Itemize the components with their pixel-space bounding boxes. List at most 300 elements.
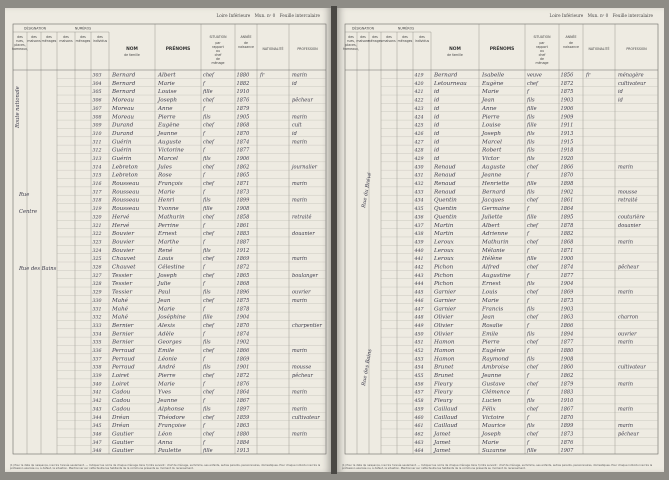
situation-cell: chef <box>527 314 538 321</box>
register-row <box>93 189 250 195</box>
firstname-cell: Mathurin <box>158 214 185 221</box>
situation-cell: fille <box>203 206 213 213</box>
header-designation-sub: ménages <box>41 39 57 43</box>
street-margin-note: Centre <box>19 209 38 215</box>
individual-number: 441 <box>414 257 424 263</box>
birth-year-cell: 1874 <box>560 264 574 271</box>
individual-number: 333 <box>92 323 102 329</box>
individual-number: 436 <box>414 215 424 221</box>
birth-year-cell: 1868 <box>560 239 574 246</box>
firstname-cell: Léonie <box>158 356 178 363</box>
firstname-cell: Jacques <box>482 197 505 204</box>
surname-cell: id <box>434 105 440 112</box>
birth-year-cell: 1887 <box>236 239 250 246</box>
header-situation-sub: au <box>216 49 220 53</box>
surname-cell: Bouvier <box>112 239 135 246</box>
individual-number: 449 <box>414 323 424 329</box>
profession-cell: pêcheur <box>292 373 313 380</box>
situation-cell: fils <box>203 114 211 121</box>
surname-cell: Caillaud <box>434 423 458 430</box>
firstname-cell: Georges <box>158 339 182 346</box>
register-row <box>414 139 574 145</box>
firstname-cell: Ernest <box>482 281 501 288</box>
register-row <box>93 448 250 454</box>
situation-cell: f <box>203 381 205 388</box>
individual-number: 452 <box>414 348 424 354</box>
register-row <box>93 239 251 245</box>
register-row <box>93 131 298 137</box>
firstname-cell: Auguste <box>158 139 182 146</box>
birth-year-cell: 1871 <box>236 181 250 188</box>
header-designation-sub: places, <box>14 43 26 47</box>
individual-number: 451 <box>414 340 424 346</box>
situation-cell: f <box>203 331 205 338</box>
birth-year-cell: 1877 <box>560 339 574 346</box>
firstname-cell: Robert <box>482 147 502 154</box>
header-situation-sub: rapport <box>212 45 224 49</box>
individual-number: 423 <box>414 106 424 112</box>
individual-number: 312 <box>92 148 102 154</box>
individual-number: 422 <box>414 98 424 104</box>
individual-number: 429 <box>414 156 424 162</box>
register-row <box>93 97 314 104</box>
individual-number: 444 <box>414 282 424 288</box>
individual-number: 447 <box>414 307 424 313</box>
situation-cell: f <box>527 272 529 279</box>
situation-cell: chef <box>527 381 538 388</box>
surname-cell: Bouvier <box>112 231 135 238</box>
surname-cell: id <box>434 122 440 129</box>
register-row <box>93 355 251 362</box>
register-row <box>414 398 575 404</box>
birth-year-cell: 1868 <box>236 122 250 129</box>
running-head-dept: Loire Inférieure <box>549 13 584 18</box>
header-annee-sub: de <box>569 41 573 45</box>
birth-year-cell: 1871 <box>560 247 574 254</box>
register-row <box>414 440 575 446</box>
profession-cell: pêcheur <box>618 264 639 271</box>
firstname-cell: Marcel <box>158 155 178 162</box>
surname-cell: Pichon <box>434 272 454 279</box>
header-annee-sub: naissance <box>238 45 254 49</box>
profession-cell: marin <box>292 72 308 79</box>
register-row <box>93 281 251 287</box>
firstname-cell: Alfred <box>482 264 500 271</box>
individual-number: 442 <box>414 265 424 271</box>
header-situation-sub: par <box>539 41 545 45</box>
situation-cell: f <box>203 189 205 196</box>
situation-cell: fils <box>203 247 211 254</box>
profession-cell: mousse <box>292 364 312 371</box>
birth-year-cell: 1910 <box>236 89 250 96</box>
register-row <box>93 181 308 187</box>
surname-cell: Hervé <box>112 222 130 229</box>
situation-cell: chef <box>527 222 538 229</box>
situation-cell: f <box>203 130 205 137</box>
firstname-cell: Rosalie <box>482 322 503 329</box>
register-row <box>414 373 574 379</box>
header-situation-sub: au <box>540 49 544 53</box>
birth-year-cell: 1869 <box>236 256 250 263</box>
header-designation-sub: des <box>372 35 378 39</box>
birth-year-cell: 1864 <box>236 389 250 396</box>
surname-cell: Durand <box>112 130 134 137</box>
surname-cell: Guérin <box>112 147 132 154</box>
firstname-cell: Eugénie <box>482 347 506 354</box>
register-row <box>93 305 251 312</box>
surname-cell: Durand <box>112 122 134 129</box>
surname-cell: Cadou <box>112 389 131 396</box>
header-profession: PROFESSION <box>297 47 318 51</box>
street-margin-note: Rue des Bains <box>361 348 374 387</box>
running-head-dept: Loire Inférieure <box>216 13 251 18</box>
surname-cell: Hamon <box>434 347 455 354</box>
situation-cell: f <box>203 264 205 271</box>
header-numeros-sub: individus <box>414 39 430 43</box>
birth-year-cell: 1862 <box>560 373 574 380</box>
situation-cell: f <box>527 389 529 396</box>
register-row <box>93 297 308 304</box>
birth-year-cell: 1873 <box>560 297 574 304</box>
situation-cell: chef <box>203 256 214 263</box>
birth-year-cell: 1897 <box>236 406 250 413</box>
firstname-cell: Emile <box>482 331 499 338</box>
surname-cell: Hervé <box>112 214 130 221</box>
register-row <box>93 264 250 271</box>
firstname-cell: Marie <box>158 381 175 388</box>
birth-year-cell: 1894 <box>560 331 574 338</box>
register-row <box>93 348 308 354</box>
situation-cell: chef <box>203 122 214 129</box>
individual-number: 303 <box>92 73 102 79</box>
surname-cell: Renaud <box>434 189 456 196</box>
street-margin-note: Route nationale <box>15 86 21 128</box>
birth-year-cell: 1880 <box>236 72 250 79</box>
birth-year-cell: 1874 <box>236 139 250 146</box>
firstname-cell: Jeanne <box>482 172 502 179</box>
individual-number: 338 <box>92 365 102 371</box>
birth-year-cell: 1880 <box>236 431 250 438</box>
individual-number: 336 <box>92 348 102 354</box>
firstname-cell: Pierre <box>158 373 176 380</box>
individual-number: 443 <box>414 273 424 279</box>
firstname-cell: Germaine <box>482 206 510 213</box>
surname-cell: Tessier <box>112 289 133 296</box>
birth-year-cell: 1911 <box>560 122 574 129</box>
profession-cell: boulanger <box>292 272 318 279</box>
header-designation-sub: maisons <box>27 39 41 43</box>
firstname-cell: Louis <box>482 289 498 296</box>
individual-number: 448 <box>414 315 424 321</box>
surname-cell: id <box>434 89 440 96</box>
register-row <box>93 290 312 296</box>
situation-cell: fille <box>203 89 213 96</box>
surname-cell: Garnier <box>434 289 456 296</box>
profession-cell: ouvrier <box>618 331 637 338</box>
firstname-cell: Auguste <box>482 164 506 171</box>
surname-cell: Pichon <box>434 264 454 271</box>
individual-number: 315 <box>92 173 102 179</box>
surname-cell: Bernard <box>112 80 136 87</box>
surname-cell: Gautier <box>112 439 134 446</box>
surname-cell: Bernier <box>112 331 134 338</box>
birth-year-cell: 1867 <box>236 398 250 405</box>
register-row <box>414 331 638 337</box>
individual-number: 343 <box>92 407 102 413</box>
situation-cell: f <box>203 147 205 154</box>
register-row <box>93 430 308 437</box>
surname-cell: Dréan <box>112 423 130 430</box>
situation-cell: fils <box>203 155 211 162</box>
surname-cell: Caillaud <box>434 414 458 421</box>
birth-year-cell: 1920 <box>560 155 574 162</box>
birth-year-cell: 1865 <box>236 272 250 279</box>
profession-cell: cultivateur <box>618 364 646 371</box>
street-margin-note: Rue <box>19 192 30 198</box>
header-numeros-sub: des <box>402 35 408 39</box>
surname-cell: Bernard <box>434 72 458 79</box>
situation-cell: f <box>527 322 529 329</box>
firstname-cell: Victoire <box>482 414 505 421</box>
register-row <box>414 340 634 346</box>
header-situation-sub: chef <box>214 53 222 57</box>
surname-cell: Leroux <box>434 239 454 246</box>
situation-cell: fille <box>527 105 537 112</box>
situation-cell: f <box>527 414 529 421</box>
individual-number: 331 <box>92 307 102 313</box>
surname-cell: Chauvet <box>112 264 136 271</box>
header-nom: NOM <box>449 47 461 52</box>
firstname-cell: Victor <box>482 155 500 162</box>
register-row <box>414 347 575 354</box>
firstname-cell: Marie <box>158 80 175 87</box>
surname-cell: Hamon <box>434 356 455 363</box>
surname-cell: Loiret <box>112 381 130 388</box>
surname-cell: Bernard <box>112 72 136 79</box>
birth-year-cell: 1864 <box>560 206 574 213</box>
surname-cell: Renaud <box>434 164 456 171</box>
birth-year-cell: 1866 <box>560 164 574 171</box>
register-row <box>93 406 308 412</box>
birth-year-cell: 1867 <box>560 406 574 413</box>
firstname-cell: Suzanne <box>482 448 507 455</box>
birth-year-cell: 1866 <box>560 322 574 329</box>
birth-year-cell: 1883 <box>560 389 574 396</box>
surname-cell: Renaud <box>434 181 456 188</box>
surname-cell: Quentin <box>434 206 457 213</box>
situation-cell: fils <box>527 114 535 121</box>
register-row <box>93 106 251 112</box>
register-row <box>414 239 634 245</box>
firstname-cell: Mathurin <box>482 239 509 246</box>
header-designation-sub: ménages <box>367 39 383 43</box>
birth-year-cell: 1882 <box>560 231 574 238</box>
header-designation-sub: des <box>17 35 23 39</box>
firstname-cell: Adèle <box>158 331 175 338</box>
individual-number: 327 <box>92 273 102 279</box>
situation-cell: fils <box>203 339 211 346</box>
situation-cell: chef <box>203 322 214 329</box>
surname-cell: Leroux <box>434 256 454 263</box>
firstname-cell: Victorine <box>158 147 184 154</box>
birth-year-cell: 1863 <box>236 423 250 430</box>
individual-number: 330 <box>92 298 102 304</box>
firstname-cell: Louise <box>482 122 501 129</box>
individual-number: 306 <box>92 98 102 104</box>
birth-year-cell: 1913 <box>236 448 250 455</box>
firstname-cell: Clémence <box>482 389 511 396</box>
surname-cell: Fleury <box>434 381 453 388</box>
register-row <box>93 330 250 337</box>
situation-cell: fille <box>527 122 537 129</box>
birth-year-cell: 1863 <box>560 314 574 321</box>
situation-cell: f <box>527 172 529 179</box>
individual-number: 424 <box>414 115 424 121</box>
surname-cell: Gautier <box>112 448 134 455</box>
situation-cell: chef <box>203 97 214 104</box>
header-prenom: PRÉNOMS <box>165 47 191 52</box>
situation-cell: chef <box>203 414 214 421</box>
register-row <box>93 206 251 212</box>
birth-year-cell: 1903 <box>560 306 574 313</box>
profession-cell: marin <box>292 389 308 396</box>
birth-year-cell: 1872 <box>236 264 250 271</box>
situation-cell: fille <box>527 256 537 263</box>
situation-cell: fils <box>527 155 535 162</box>
situation-cell: f <box>527 231 529 238</box>
surname-cell: Olivier <box>434 314 454 321</box>
surname-cell: id <box>434 139 440 146</box>
situation-cell: chef <box>527 80 538 87</box>
header-situation-sub: ménage <box>535 61 549 65</box>
firstname-cell: Adrienne <box>482 231 508 238</box>
birth-year-cell: 1899 <box>236 197 250 204</box>
firstname-cell: Ernest <box>158 231 177 238</box>
register-row <box>414 315 639 321</box>
profession-cell: marin <box>292 181 308 188</box>
situation-cell: chef <box>203 272 214 279</box>
profession-cell: retraité <box>292 214 312 221</box>
birth-year-cell: 1895 <box>560 214 574 221</box>
firstname-cell: Jeanne <box>158 398 178 405</box>
individual-number: 309 <box>92 123 102 129</box>
individual-number: 328 <box>92 282 102 288</box>
header-numeros-sub: maisons <box>382 39 396 43</box>
firstname-cell: Françoise <box>158 423 186 430</box>
running-head-sheet: Feuille intercalaire <box>279 13 320 18</box>
register-row <box>93 89 251 95</box>
profession-cell: ménagère <box>618 72 644 79</box>
situation-cell: f <box>527 439 529 446</box>
situation-cell: f <box>203 281 205 288</box>
profession-cell: id <box>292 80 297 87</box>
header-designation-sub: des <box>31 35 37 39</box>
nationality-cell: fr <box>260 72 265 79</box>
header-situation-sub: de <box>216 57 220 61</box>
birth-year-cell: 1873 <box>236 189 250 196</box>
surname-cell: Olivier <box>434 322 454 329</box>
profession-cell: marin <box>618 239 634 246</box>
situation-cell: fils <box>527 423 535 430</box>
profession-cell: marin <box>292 139 308 146</box>
header-numeros-sub: maisons <box>59 39 73 43</box>
surname-cell: Leroux <box>434 247 454 254</box>
surname-cell: id <box>434 114 440 121</box>
situation-cell: chef <box>203 181 214 188</box>
profession-cell: marin <box>292 114 308 121</box>
situation-cell: fils <box>527 139 535 146</box>
firstname-cell: Marthe <box>158 239 179 246</box>
birth-year-cell: 1870 <box>236 130 250 137</box>
situation-cell: fils <box>527 306 535 313</box>
individual-number: 318 <box>92 198 102 204</box>
firstname-cell: Pierre <box>482 114 500 121</box>
birth-year-cell: 1908 <box>560 356 574 363</box>
header-designation-sub: rues, <box>16 39 24 43</box>
birth-year-cell: 1866 <box>236 347 250 354</box>
header-nationalite: NATIONALITÉ <box>588 47 610 51</box>
firstname-cell: Louis <box>158 256 174 263</box>
firstname-cell: Théodore <box>158 414 185 421</box>
surname-cell: Garnier <box>434 306 456 313</box>
birth-year-cell: 1859 <box>236 414 250 421</box>
surname-cell: Guérin <box>112 139 132 146</box>
birth-year-cell: 1896 <box>236 289 250 296</box>
header-numeros-sub: des <box>97 35 103 39</box>
profession-cell: charpentier <box>292 322 322 329</box>
header-numeros-sub: des <box>419 35 425 39</box>
individual-number: 335 <box>92 340 102 346</box>
register-row <box>414 131 574 137</box>
situation-cell: f <box>203 172 205 179</box>
situation-cell: f <box>527 206 529 213</box>
situation-cell: f <box>203 80 205 87</box>
situation-cell: chef <box>203 389 214 396</box>
birth-year-cell: 1882 <box>236 80 250 87</box>
register-row <box>414 356 575 362</box>
birth-year-cell: 1900 <box>560 256 574 263</box>
birth-year-cell: 1878 <box>560 222 574 229</box>
firstname-cell: Jean <box>482 314 495 321</box>
register-row <box>414 423 634 429</box>
individual-number: 307 <box>92 106 102 112</box>
birth-year-cell: 1876 <box>236 381 250 388</box>
individual-number: 431 <box>414 173 424 179</box>
surname-cell: Pichon <box>434 281 454 288</box>
individual-number: 453 <box>414 357 424 363</box>
individual-number: 310 <box>92 131 102 137</box>
birth-year-cell: 1909 <box>560 114 574 121</box>
birth-year-cell: 1870 <box>236 322 250 329</box>
birth-year-cell: 1877 <box>236 147 250 154</box>
profession-cell: marin <box>292 297 308 304</box>
individual-number: 319 <box>92 207 102 213</box>
firstname-cell: René <box>158 247 173 254</box>
situation-cell: chef <box>527 264 538 271</box>
register-row <box>414 405 634 412</box>
individual-number: 446 <box>414 298 424 304</box>
register-row <box>414 448 575 454</box>
birth-year-cell: 1876 <box>236 97 250 104</box>
left-footnote: (1) Pour la date de naissance, inscrire l'année seulement. — Indiquer les noms de chaque ménage dans l'ordre suivant : chef de ménage, sa femme, ses enfants, autres parents, pensionnaires, domestiques. Pour chaque individu inscrire la profession exercée ou, à défaut, la situation. Mentionner sur cette feuille les habitants de la commune présents au moment du recensement. <box>10 463 321 470</box>
firstname-cell: Joseph <box>482 130 501 137</box>
individual-number: 428 <box>414 148 424 154</box>
firstname-cell: Mélanie <box>482 247 505 254</box>
situation-cell: chef <box>203 214 214 221</box>
firstname-cell: Marcel <box>482 139 502 146</box>
situation-cell: f <box>203 439 205 446</box>
individual-number: 435 <box>414 207 424 213</box>
